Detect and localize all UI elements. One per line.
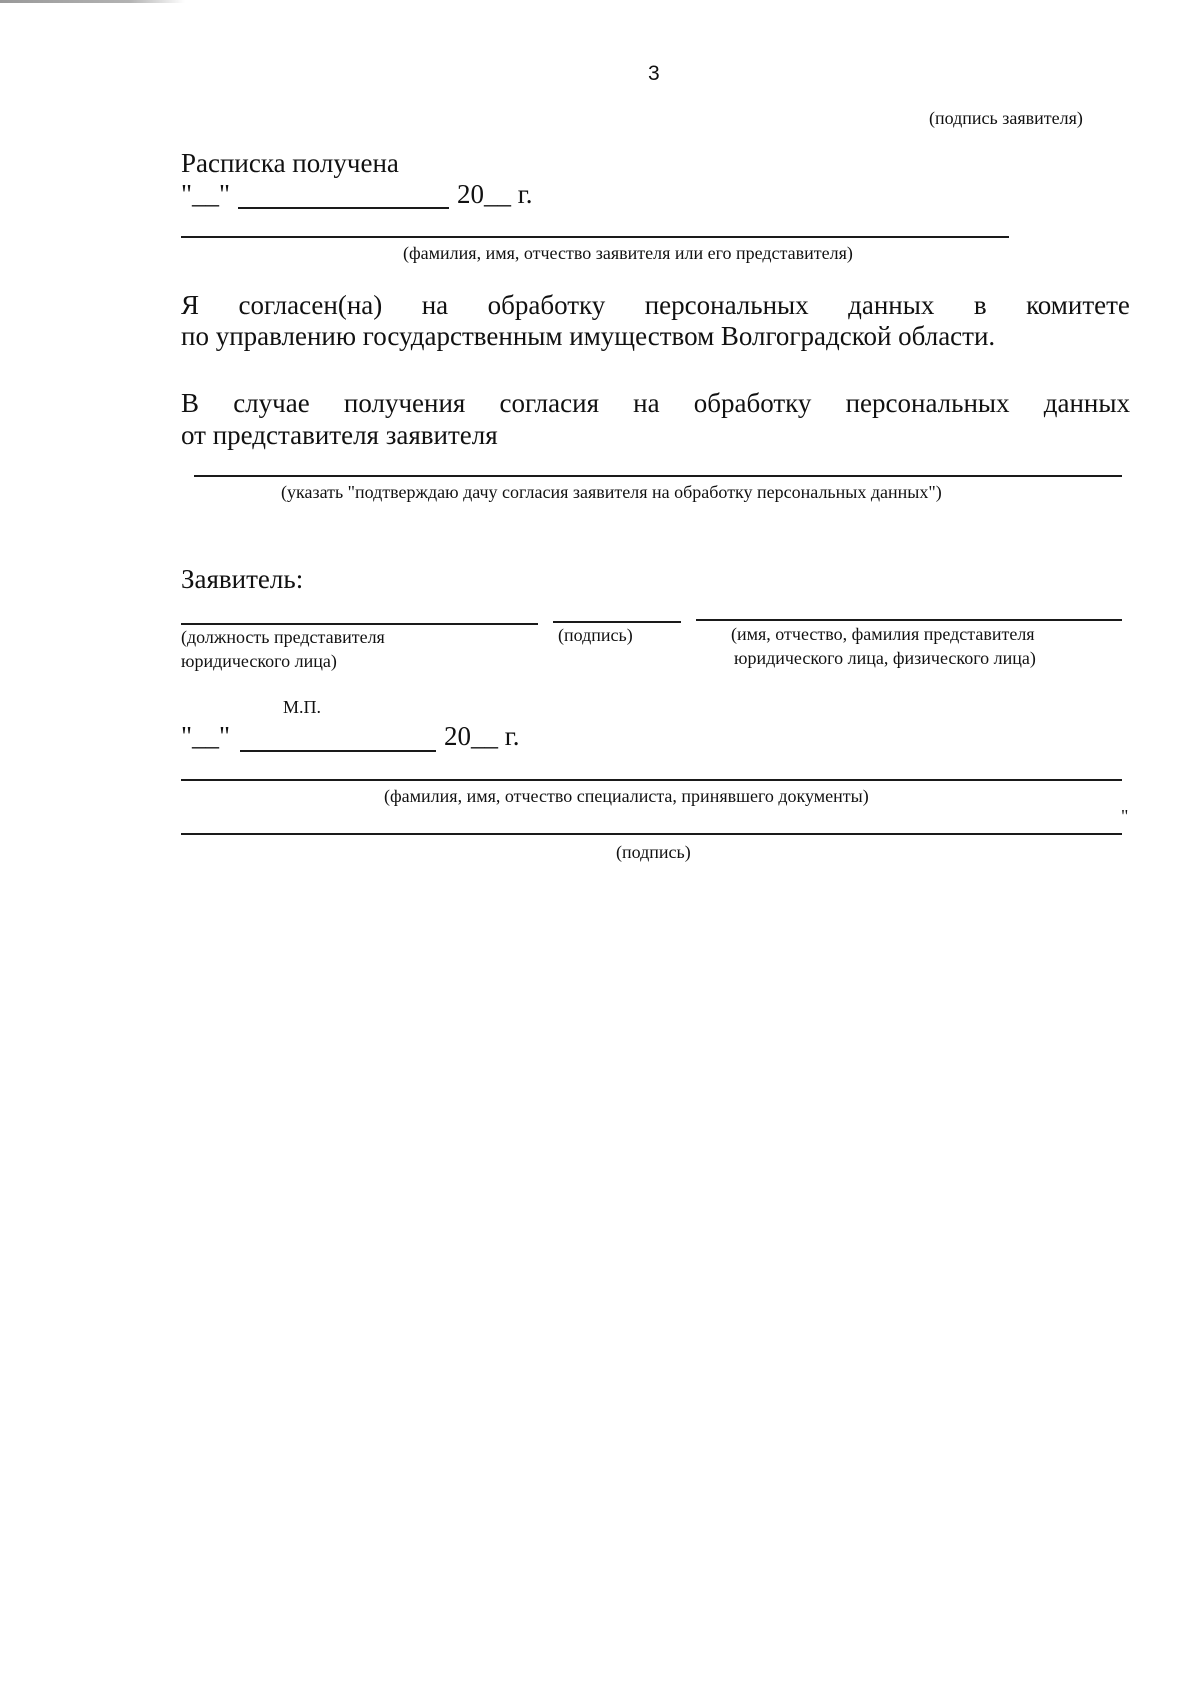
representative-word: получения — [343, 388, 466, 418]
representative-consent-line-2: от представителя заявителя — [181, 420, 498, 450]
representative-word: В — [181, 388, 200, 418]
receipt-heading: Расписка получена — [181, 148, 399, 178]
representative-confirmation-line — [194, 475, 1122, 477]
scan-artifact-line — [0, 0, 185, 3]
representative-name-caption-line-2: юридического лица, физического лица) — [734, 648, 1036, 668]
representative-word: на — [633, 388, 660, 418]
consent-word: Я — [181, 290, 200, 320]
seal-label: М.П. — [283, 697, 322, 717]
specialist-name-line — [181, 779, 1122, 781]
representative-confirmation-caption: (указать "подтверждаю дачу согласия заявителя на обработку персональных данных") — [281, 482, 942, 502]
consent-statement-line-2: по управлению государственным имуществом Волгоградской области. — [181, 321, 996, 351]
representative-word: персональных — [845, 388, 1010, 418]
applicant-label: Заявитель: — [181, 564, 304, 594]
receipt-date-prefix: "__" — [181, 179, 231, 209]
position-caption-line-1: (должность представителя — [181, 627, 385, 647]
consent-word: согласен(на) — [238, 290, 383, 320]
page-number: 3 — [648, 62, 660, 85]
applicant-signature-caption: (подпись заявителя) — [929, 108, 1083, 128]
applicant-date-prefix: "__" — [181, 721, 231, 751]
position-caption-line-2: юридического лица) — [181, 651, 337, 671]
applicant-signature-caption: (подпись) — [558, 625, 633, 645]
representative-name-caption-line-1: (имя, отчество, фамилия представителя — [731, 624, 1035, 644]
representative-word: случае — [233, 388, 310, 418]
receipt-name-caption: (фамилия, имя, отчество заявителя или его представителя) — [403, 243, 853, 263]
representative-word: данных — [1043, 388, 1130, 418]
consent-word: персональных — [644, 290, 809, 320]
specialist-name-caption: (фамилия, имя, отчество специалиста, принявшего документы) — [384, 786, 869, 806]
consent-word: на — [421, 290, 449, 320]
representative-name-line — [696, 619, 1122, 621]
applicant-date-blank — [240, 750, 436, 752]
consent-word: обработку — [487, 290, 606, 320]
receipt-date-blank — [238, 207, 449, 209]
consent-word: комитете — [1026, 290, 1130, 320]
specialist-signature-line — [181, 833, 1122, 835]
closing-quote-mark: " — [1121, 806, 1129, 826]
specialist-signature-caption: (подпись) — [616, 842, 691, 862]
representative-word: согласия — [499, 388, 599, 418]
consent-word: в — [973, 290, 987, 320]
representative-consent-line-1 — [181, 385, 1130, 421]
representative-word: обработку — [693, 388, 812, 418]
applicant-date-year: 20__ г. — [444, 721, 520, 751]
receipt-name-line — [181, 236, 1009, 238]
consent-word: данных — [848, 290, 935, 320]
receipt-date-year: 20__ г. — [457, 179, 533, 209]
